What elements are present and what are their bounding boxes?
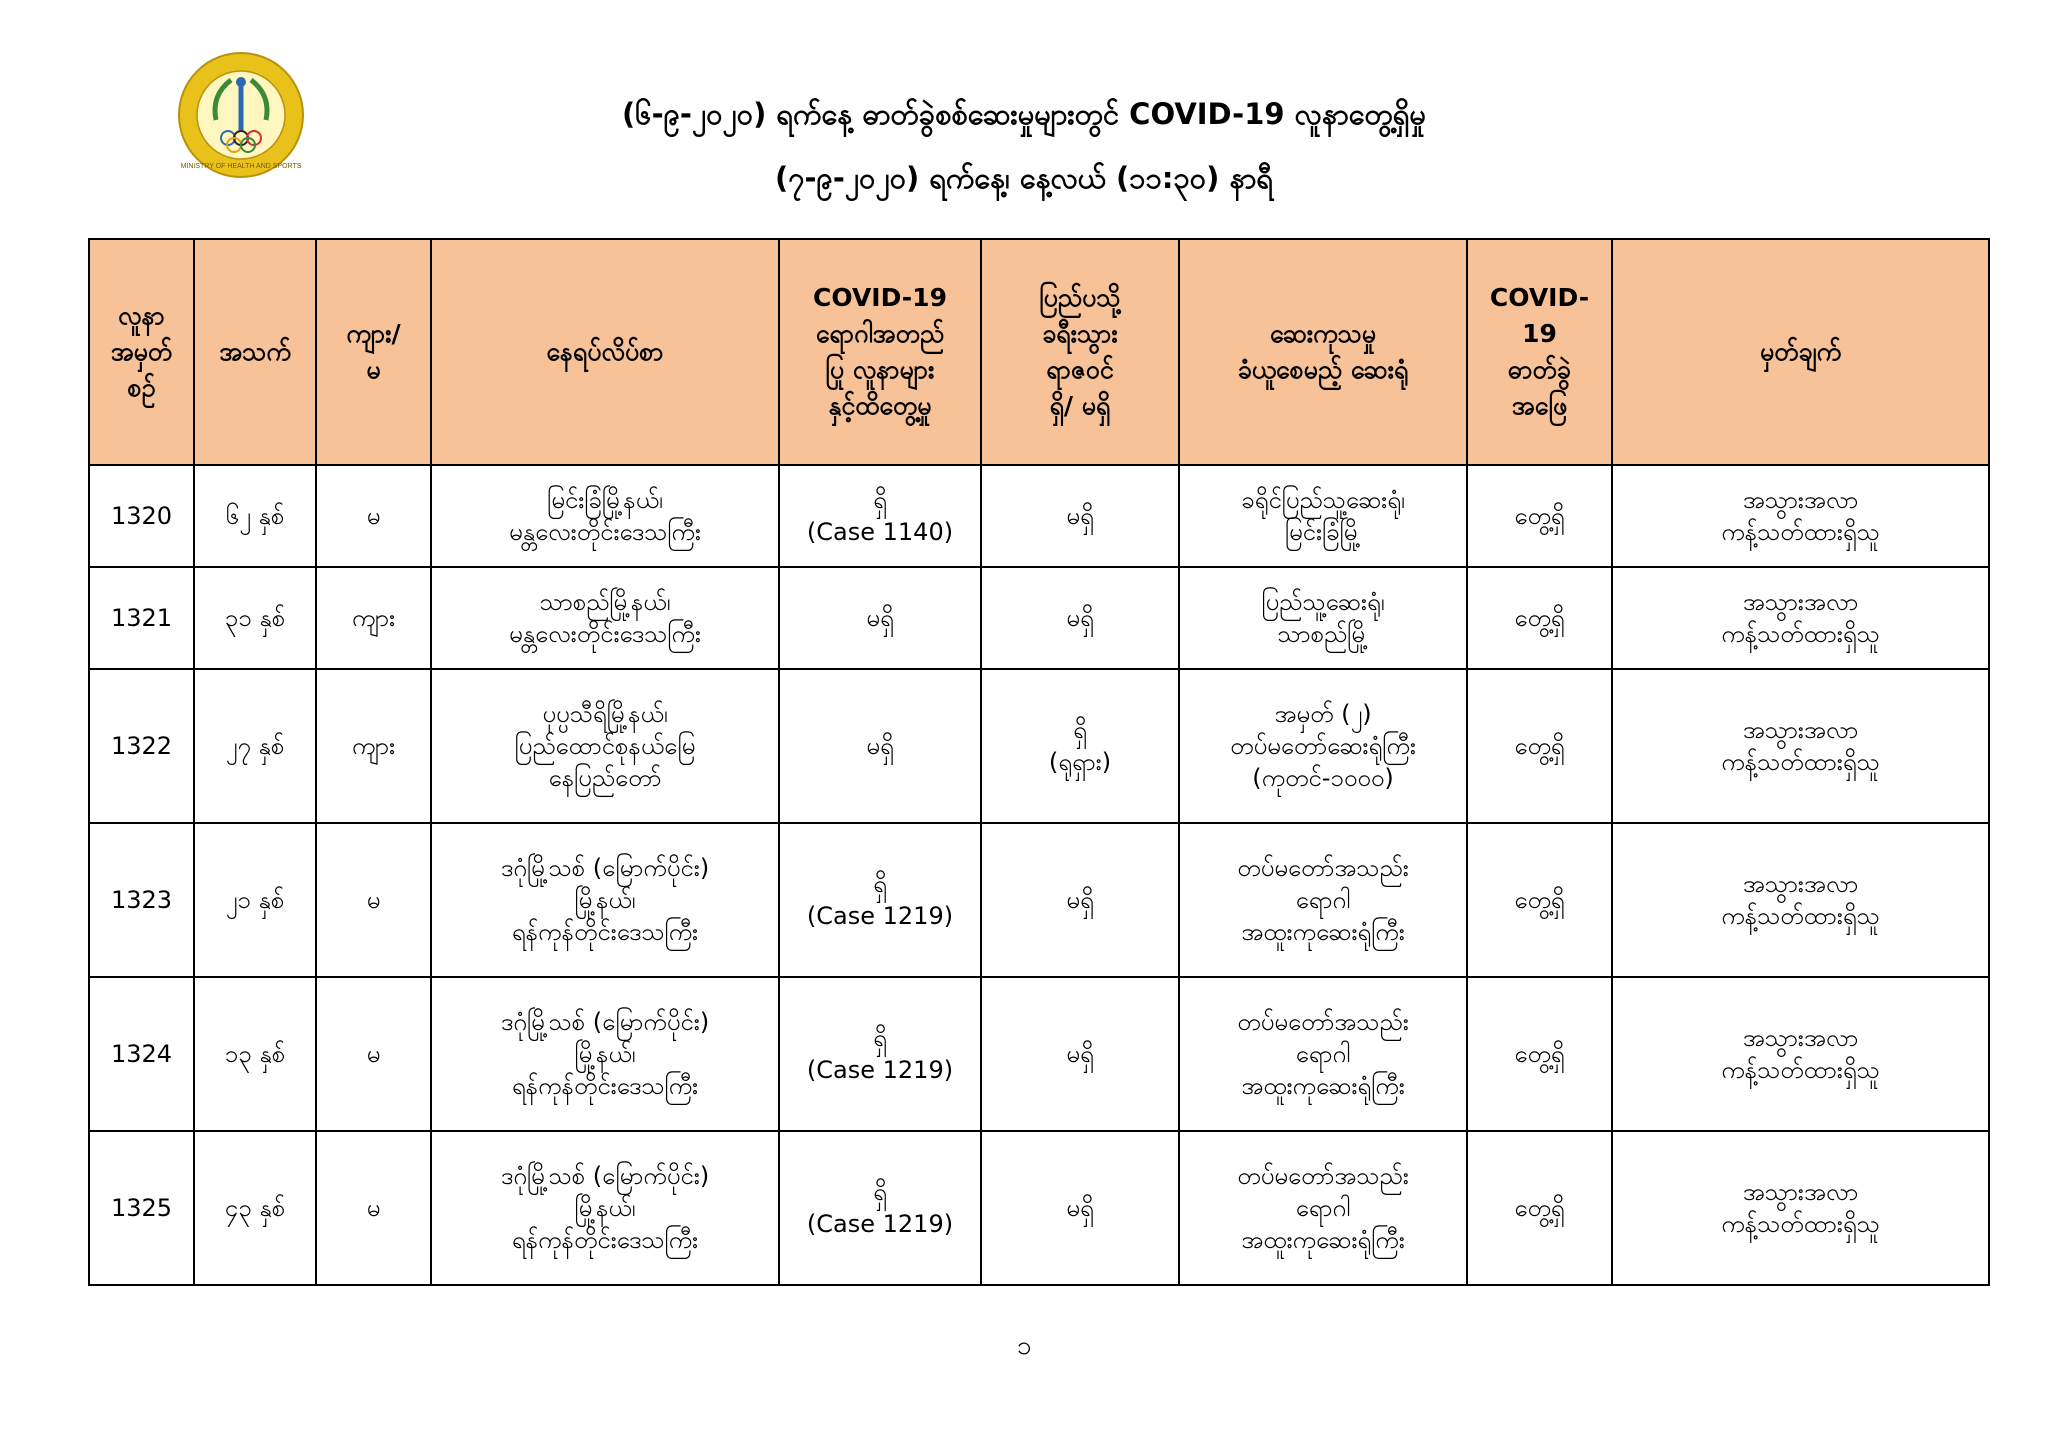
logo-text: MINISTRY OF HEALTH AND SPORTS	[180, 163, 302, 170]
cell-remark: အသွားအလာ ကန့်သတ်ထားရှိသူ	[1612, 1131, 1989, 1285]
cell-hospital: တပ်မတော်အသည်း ရောဂါ အထူးကုဆေးရုံကြီး	[1179, 977, 1467, 1131]
page-number: ၁	[1016, 1331, 1032, 1361]
cell-age: ၃၁ နှစ်	[194, 567, 316, 669]
cell-remark: အသွားအလာ ကန့်သတ်ထားရှိသူ	[1612, 977, 1989, 1131]
table-row	[89, 567, 1989, 669]
cell-contact: ရှိ (Case 1140)	[779, 465, 981, 567]
cell-result: တွေ့ရှိ	[1467, 465, 1612, 567]
col-header-remark: မှတ်ချက်	[1612, 239, 1989, 465]
cell-remark: အသွားအလာ ကန့်သတ်ထားရှိသူ	[1612, 567, 1989, 669]
cell-travel: မရှိ	[981, 465, 1179, 567]
col-header-contact: COVID-19 ရောဂါအတည် ပြု လူနာများ နှင့်ထိတွေ့မှု	[779, 239, 981, 465]
cell-hospital: ခရိုင်ပြည်သူ့ဆေးရုံ၊ မြင်းခြံမြို့	[1179, 465, 1467, 567]
cell-result: တွေ့ရှိ	[1467, 567, 1612, 669]
cell-result: တွေ့ရှိ	[1467, 977, 1612, 1131]
col-header-travel: ပြည်ပသို့ ခရီးသွား ရာဇဝင် ရှိ/ မရှိ	[981, 239, 1179, 465]
cell-sex: ကျား	[316, 669, 431, 823]
cell-patient-no: 1325	[89, 1131, 194, 1285]
col-header-sex: ကျား/ မ	[316, 239, 431, 465]
cell-contact: မရှိ	[779, 567, 981, 669]
cell-result: တွေ့ရှိ	[1467, 1131, 1612, 1285]
table-row	[89, 977, 1989, 1131]
cell-contact: ရှိ (Case 1219)	[779, 823, 981, 977]
cell-hospital: တပ်မတော်အသည်း ရောဂါ အထူးကုဆေးရုံကြီး	[1179, 1131, 1467, 1285]
col-header-address: နေရပ်လိပ်စာ	[431, 239, 779, 465]
cell-patient-no: 1322	[89, 669, 194, 823]
table-header-row	[89, 239, 1989, 465]
col-header-patient-no: လူနာ အမှတ် စဉ်	[89, 239, 194, 465]
cell-age: ၄၃ နှစ်	[194, 1131, 316, 1285]
cell-hospital: ပြည်သူ့ဆေးရုံ၊ သာစည်မြို့	[1179, 567, 1467, 669]
cell-travel: မရှိ	[981, 1131, 1179, 1285]
cell-remark: အသွားအလာ ကန့်သတ်ထားရှိသူ	[1612, 465, 1989, 567]
table-row	[89, 465, 1989, 567]
col-header-result: COVID- 19 ဓာတ်ခွဲ အဖြေ	[1467, 239, 1612, 465]
cell-travel: မရှိ	[981, 567, 1179, 669]
table-row	[89, 1131, 1989, 1285]
cell-sex: မ	[316, 1131, 431, 1285]
page-title: (၆-၉-၂၀၂၀) ရက်နေ့ ဓာတ်ခွဲစစ်ဆေးမှုများတွင် COVID-19 လူနာတွေ့ရှိမှု	[622, 97, 1426, 131]
cell-age: ၂၁ နှစ်	[194, 823, 316, 977]
cell-travel: ရှိ (ရုရှား)	[981, 669, 1179, 823]
cell-remark: အသွားအလာ ကန့်သတ်ထားရှိသူ	[1612, 823, 1989, 977]
cell-patient-no: 1321	[89, 567, 194, 669]
cell-address: သာစည်မြို့နယ်၊ မန္တလေးတိုင်းဒေသကြီး	[431, 567, 779, 669]
cell-remark: အသွားအလာ ကန့်သတ်ထားရှိသူ	[1612, 669, 1989, 823]
cell-address: ဒဂုံမြို့သစ် (မြောက်ပိုင်း) မြို့နယ်၊ ရန်ကုန်တိုင်းဒေသကြီး	[431, 823, 779, 977]
col-header-hospital: ဆေးကုသမှု ခံယူစေမည့် ဆေးရုံ	[1179, 239, 1467, 465]
cell-travel: မရှိ	[981, 977, 1179, 1131]
cell-address: ဒဂုံမြို့သစ် (မြောက်ပိုင်း) မြို့နယ်၊ ရန်ကုန်တိုင်းဒေသကြီး	[431, 977, 779, 1131]
cell-result: တွေ့ရှိ	[1467, 669, 1612, 823]
table-row	[89, 823, 1989, 977]
page-subtitle: (၇-၉-၂၀၂၀) ရက်နေ့၊ နေ့လယ် (၁၁:၃၀) နာရီ	[774, 161, 1274, 195]
covid-cases-table	[88, 238, 1990, 1286]
cell-contact: ရှိ (Case 1219)	[779, 1131, 981, 1285]
cell-age: ၁၃ နှစ်	[194, 977, 316, 1131]
cell-sex: မ	[316, 977, 431, 1131]
cell-address: ဒဂုံမြို့သစ် (မြောက်ပိုင်း) မြို့နယ်၊ ရန်ကုန်တိုင်းဒေသကြီး	[431, 1131, 779, 1285]
col-header-age: အသက်	[194, 239, 316, 465]
cell-hospital: တပ်မတော်အသည်း ရောဂါ အထူးကုဆေးရုံကြီး	[1179, 823, 1467, 977]
cell-address: ပုပ္ပသီရိမြို့နယ်၊ ပြည်ထောင်စုနယ်မြေ နေပြည်တော်	[431, 669, 779, 823]
cell-patient-no: 1324	[89, 977, 194, 1131]
cell-contact: မရှိ	[779, 669, 981, 823]
cell-travel: မရှိ	[981, 823, 1179, 977]
table-row	[89, 669, 1989, 823]
cell-patient-no: 1320	[89, 465, 194, 567]
cell-age: ၆၂ နှစ်	[194, 465, 316, 567]
cell-hospital: အမှတ် (၂) တပ်မတော်ဆေးရုံကြီး (ကုတင်-၁၀၀၀)	[1179, 669, 1467, 823]
cell-age: ၂၇ နှစ်	[194, 669, 316, 823]
cell-patient-no: 1323	[89, 823, 194, 977]
cell-contact: ရှိ (Case 1219)	[779, 977, 981, 1131]
cell-sex: မ	[316, 823, 431, 977]
cell-sex: ကျား	[316, 567, 431, 669]
cell-address: မြင်းခြံမြို့နယ်၊ မန္တလေးတိုင်းဒေသကြီး	[431, 465, 779, 567]
cell-result: တွေ့ရှိ	[1467, 823, 1612, 977]
cell-sex: မ	[316, 465, 431, 567]
